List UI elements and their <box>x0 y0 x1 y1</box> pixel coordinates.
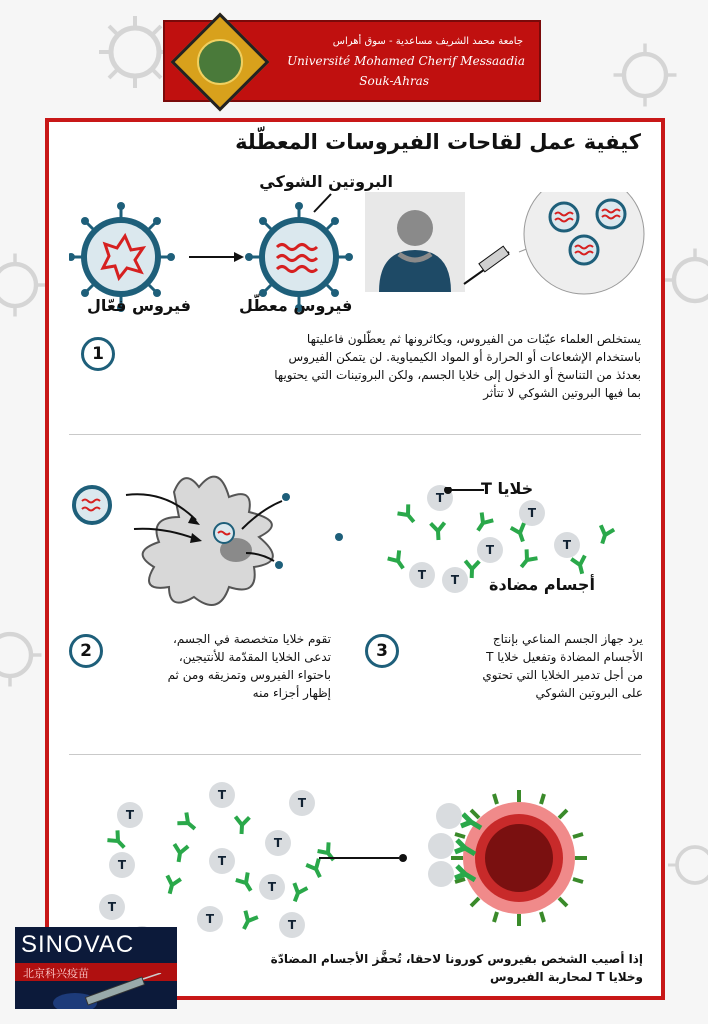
tcell-icon: T <box>109 852 135 878</box>
antibody-icon <box>230 813 253 836</box>
antibody-icon <box>173 808 204 839</box>
sinovac-sub: 北京科兴疫苗 <box>23 967 89 980</box>
antibody-icon <box>167 840 192 865</box>
tcell-icon: T <box>427 485 453 511</box>
person-icon <box>365 192 465 292</box>
page-title: كيفية عمل لقاحات الفيروسات المعطّلة <box>235 130 641 154</box>
tcell-icon: T <box>265 830 291 856</box>
background-virus-icon <box>660 240 708 320</box>
tcell-icon: T <box>289 790 315 816</box>
university-header <box>163 20 541 102</box>
sinovac-vaccine-image <box>15 927 177 1009</box>
background-virus-icon <box>0 250 50 320</box>
step-2-badge: 2 <box>69 634 103 668</box>
antibody-icon <box>102 825 133 856</box>
sinovac-logo: SINOVAC <box>21 931 135 958</box>
tcell-icon: T <box>197 906 223 932</box>
tcell-icon: T <box>279 912 305 938</box>
vaccine-syringe-icon <box>45 973 165 1009</box>
step-3-badge: 3 <box>365 634 399 668</box>
active-virus-label: فيروس فعّال <box>87 296 191 315</box>
antigen-presenting-cell-illustration <box>64 457 354 617</box>
antibody-icon <box>461 558 484 581</box>
step-1-badge: 1 <box>81 337 115 371</box>
section1-illustration <box>69 192 649 342</box>
section-divider <box>69 754 641 755</box>
antibodies-label: أجسام مضادة <box>489 575 595 594</box>
tcell-icon: T <box>409 562 435 588</box>
tcell-icon: T <box>117 802 143 828</box>
tcell-icon: T <box>519 500 545 526</box>
antibody-icon <box>512 545 543 576</box>
infographic-card <box>45 118 665 1000</box>
step-3-text: يرد جهاز الجسم المناعي بإنتاج الأجسام المضادة وتفعيل خلايا T من أجل تدمير الخلايا التي تحتوي على البروتين الشوكي <box>482 632 643 700</box>
tcell-icon: T <box>554 532 580 558</box>
background-virus-icon <box>0 620 45 690</box>
small-virus-icon <box>74 487 110 523</box>
university-name-arabic: جامعة محمد الشريف مساعدية - سوق أهراس <box>332 36 523 47</box>
antibody-icon <box>159 872 186 899</box>
antibody-icon <box>233 906 263 936</box>
tcell-icon: T <box>99 894 125 920</box>
section-divider <box>69 434 641 435</box>
coronavirus-icon <box>451 790 587 926</box>
zoom-bubble <box>519 192 644 294</box>
university-city: Souk-Ahras <box>359 74 429 88</box>
background-virus-icon <box>610 40 680 110</box>
university-logo-emblem-icon <box>197 39 243 85</box>
antibody-icon <box>231 868 261 898</box>
inactive-virus-label: فيروس معطّل <box>239 296 353 315</box>
background-virus-icon <box>665 830 708 900</box>
tcell-icon: T <box>209 782 235 808</box>
antibody-icon <box>284 879 312 907</box>
syringe-icon <box>464 246 509 284</box>
antibody-icon <box>591 521 619 549</box>
conclusion-text: إذا أصيب الشخص بفيروس كورونا لاحقا، تُحفَّز الأجسام المضادّة وخلايا T لمحاربة الفيروس <box>270 952 643 984</box>
antibody-icon <box>393 500 424 531</box>
coronavirus-illustration <box>319 782 629 942</box>
tcell-icon: T <box>477 537 503 563</box>
tcells-label: خلايا T <box>481 479 534 498</box>
tcell-icon: T <box>209 848 235 874</box>
tcell-icon: T <box>259 874 285 900</box>
tcell-icon: T <box>442 567 468 593</box>
spike-protein-label: البروتين الشوكي <box>259 172 393 191</box>
step-1-text: يستخلص العلماء عيّنات من الفيروس، ويكاثرونها ثم يعطّلون فاعليتها باستخدام الإشعاعات أو الحرارة أو المواد الكيمياوية. لن يتمكن الفيروس بعدئذ من التناسخ أو الدخول إلى خلايا الجسم، ولكن البروتينات التي يحتويها بما فيها البروتين الشوكي لا تتأثر <box>274 332 641 400</box>
step-2-text: تقوم خلايا متخصصة في الجسم، تدعى الخلايا المقدّمة للأنتيجين، باحتواء الفيروس وتمزيقه ومن ثم إظهار أجزاء منه <box>167 632 331 700</box>
university-name-french: Université Mohamed Cherif Messaadia <box>287 54 525 68</box>
label-pointers <box>444 487 489 547</box>
